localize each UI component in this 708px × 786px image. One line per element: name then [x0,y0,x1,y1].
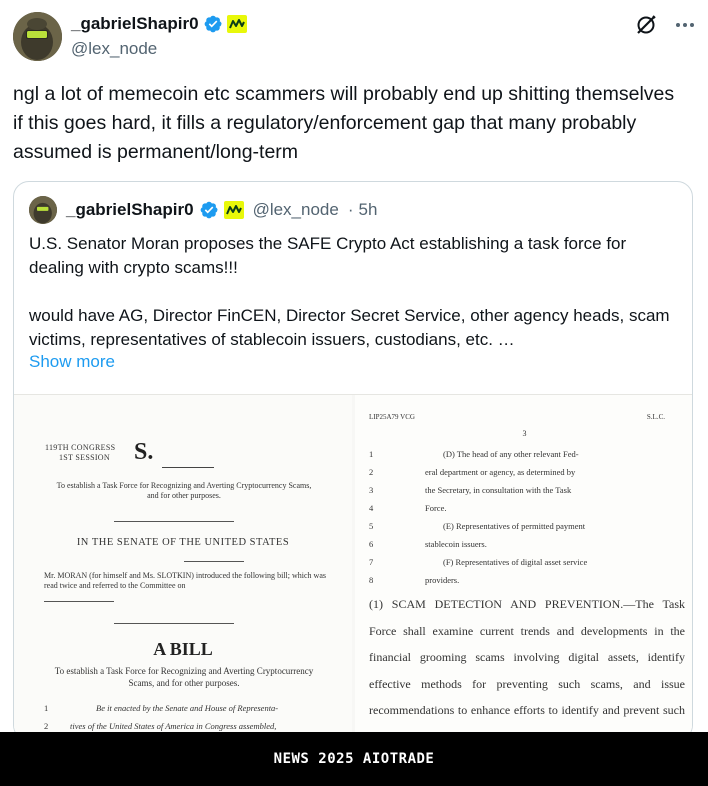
bill-congress-line: 119TH CONGRESS [45,443,116,452]
line-text: the Secretary, in consultation with the Task [425,485,572,495]
bill-line [369,553,669,571]
line-number: 8 [369,575,374,585]
quoted-avatar [29,196,57,224]
divider [44,601,114,602]
divider [114,521,234,522]
bill-senate: IN THE SENATE OF THE UNITED STATES [76,537,290,548]
line-text: Force. [425,503,447,513]
bill-line [369,481,669,499]
line-text: (D) The head of any other relevant Fed- [443,449,579,459]
line-number: 1 [369,449,374,459]
grok-icon[interactable] [635,14,657,36]
line-number: 4 [369,503,374,513]
line-number: 6 [369,539,374,549]
quoted-handle: @lex_node [252,200,339,219]
handle[interactable]: @lex_node [71,39,158,58]
bill-enact [44,699,334,735]
line-number: 5 [369,521,374,531]
name-row [71,14,247,34]
bill-purpose: To establish a Task Force for Recognizing and Averting Cryptocurrency Scams, and for other purposes. [56,481,312,500]
avatar-image [13,12,62,61]
bill-line [369,445,669,463]
quoted-text: U.S. Senator Moran proposes the SAFE Crypto Act establishing a task force for dealing with crypto scams!!! would have AG, Director FinCEN, Director Secret Service, other agency heads, scam victims, representatives of stablecoin issuers, custodians, etc. … [29,234,670,349]
bill-header-left: LIP25A79 VCG [369,413,415,421]
bill-header-right: S.L.C. [646,413,665,421]
quoted-media[interactable] [14,394,693,741]
line-text: providers. [425,575,460,585]
more-icon[interactable] [675,15,695,35]
bill-line [369,571,669,589]
bill-line [369,517,669,535]
bill-s-label: S. [134,439,154,465]
line-number: 2 [369,467,374,477]
bill-line [369,499,669,517]
bill-congress [45,443,115,463]
line-number: 3 [369,485,374,495]
avatar[interactable] [13,12,62,61]
bill-page-right[interactable] [355,395,693,741]
line-text: Be it enacted by the Senate and House of Representa- [96,703,279,713]
line-number: 1 [44,703,49,713]
quoted-time: 5h [358,200,378,219]
line-text: eral department or agency, as determined by [425,467,576,477]
bill-enact-line [44,699,334,717]
line-number: 2 [44,721,49,731]
bill-intro: Mr. MORAN (for himself and Ms. SLOTKIN) introduced the following bill; which was read twice and referred to the Committee on [44,571,326,590]
quoted-avatar-image [29,196,57,224]
divider [184,561,244,562]
quoted-separator: · [347,200,354,219]
bill-line [369,463,669,481]
tweet-header [13,12,695,62]
show-more-link[interactable]: Show more [29,352,115,371]
affiliate-badge-icon [224,201,244,219]
bill-body-text: (1) SCAM DETECTION AND PREVENTION.—The Task Force shall examine current trends and developments in the financial grooming scams involving digital assets, identify effective methods for preventing such scams, and issue recommendations to enhance efforts to identify and prevent such [369,597,685,717]
bill-page-number: 3 [522,429,527,438]
tweet-text: ngl a lot of memecoin etc scammers will probably end up shitting themselves if this goes hard, it fills a regulatory/enforcement gap that many probably assumed is permanent/long-term [13,83,680,163]
top-actions [635,14,695,36]
bill-line [369,535,669,553]
affiliate-badge-icon [227,15,247,33]
bill-page-header [369,413,665,421]
bill-a-bill-purpose: To establish a Task Force for Recognizing and Averting Cryptocurrency Scams, and for other purposes. [54,666,314,688]
display-name[interactable]: _gabrielShapir0 [71,14,199,33]
quoted-header [29,196,377,224]
line-number: 7 [369,557,374,567]
verified-badge-icon [203,14,223,34]
line-text: stablecoin issuers. [425,539,487,549]
line-text: tives of the United States of America in Congress assembled, [70,721,277,731]
quoted-display-name: _gabrielShapir0 [66,200,194,219]
line-text: (E) Representatives of permitted payment [443,521,586,531]
line-text: (F) Representatives of digital asset service [443,557,588,567]
news-banner: NEWS 2025 AIOTRADE [0,732,708,786]
bill-page-left[interactable] [14,395,352,741]
bill-session-line: 1ST SESSION [59,453,110,462]
bill-a-bill: A BILL [153,639,213,659]
bill-number-blank [162,467,214,468]
quoted-tweet[interactable] [13,181,693,741]
verified-badge-icon [199,200,219,220]
bill-numbered-lines [369,445,669,589]
divider [114,623,234,624]
